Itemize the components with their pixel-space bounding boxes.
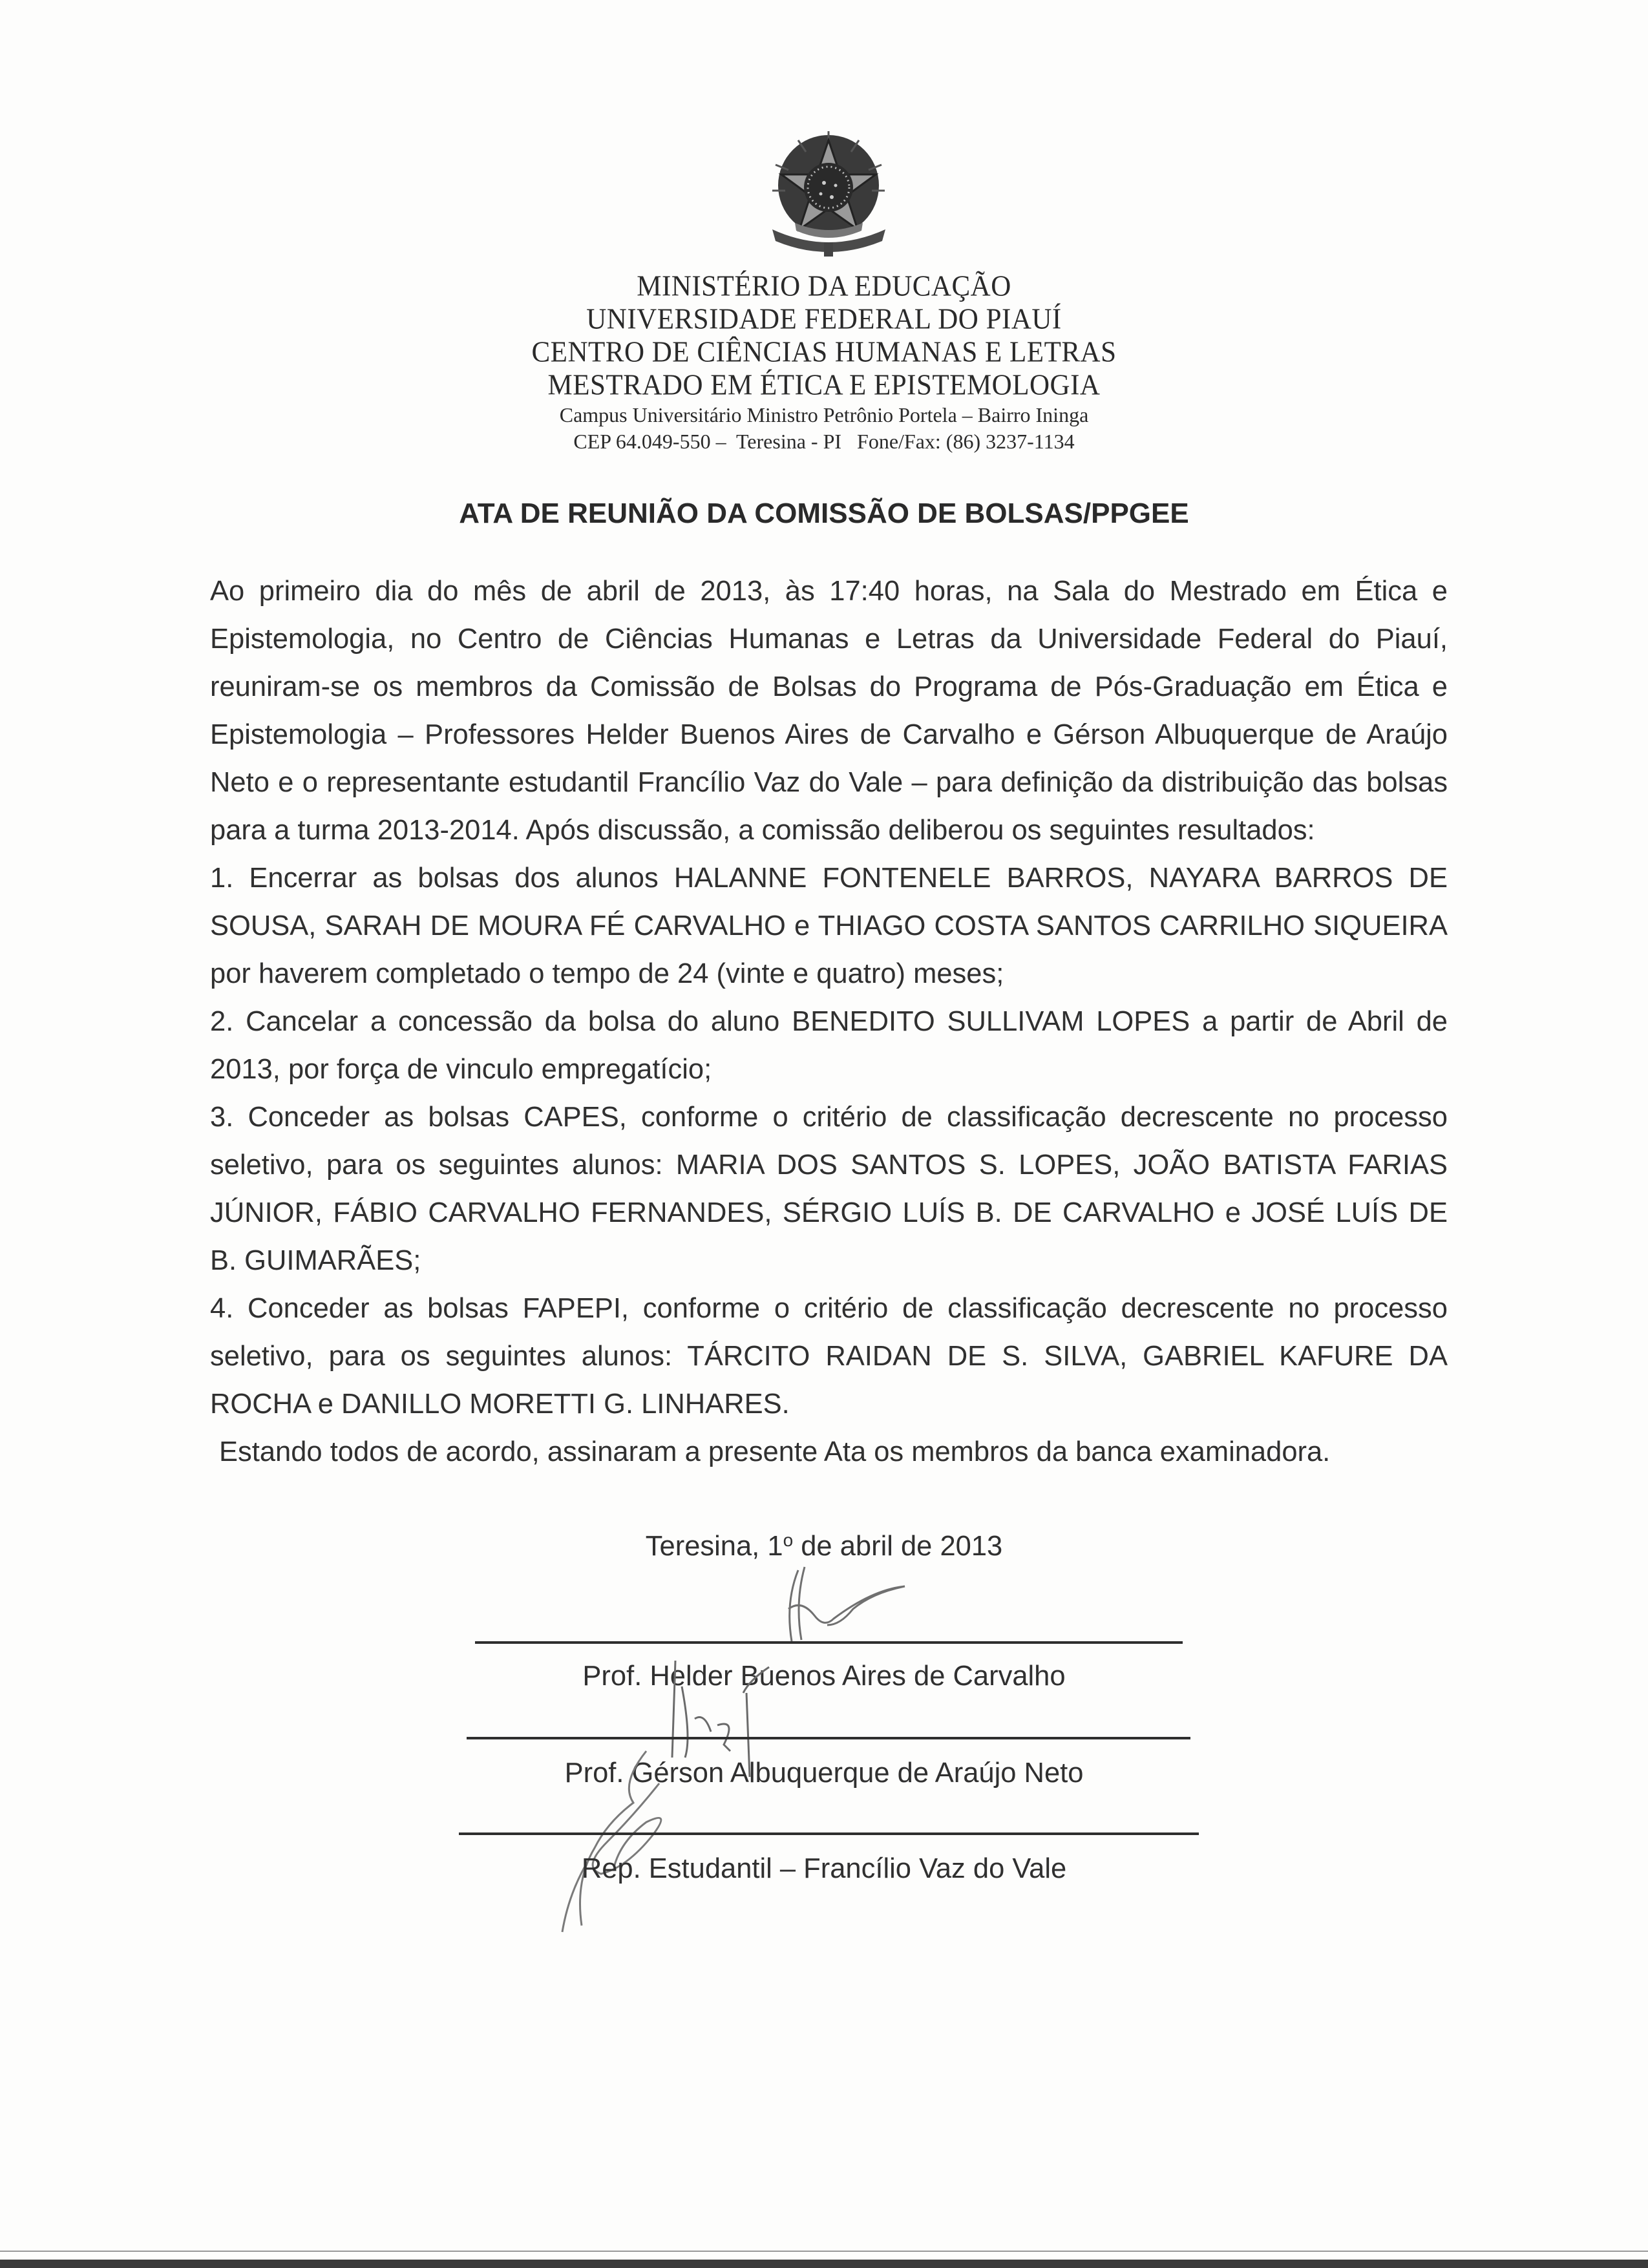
document-title: ATA DE REUNIÃO DA COMISSÃO DE BOLSAS/PPGEE — [459, 498, 1189, 529]
signature-helder — [776, 1564, 969, 1648]
scan-edge-line — [0, 2251, 1648, 2252]
letterhead-address: Campus Universitário Ministro Petrônio Portela – Bairro Ininga — [559, 403, 1089, 426]
place-date-suffix: de abril de 2013 — [793, 1531, 1003, 1562]
letterhead-ministry: MINISTÉRIO DA EDUCAÇÃO — [637, 270, 1011, 303]
signatory-name: Prof. Helder Buenos Aires de Carvalho — [582, 1661, 1066, 1692]
letterhead — [0, 270, 1648, 455]
place-date-ordinal: o — [783, 1530, 794, 1550]
signatory-name: Rep. Estudantil – Francílio Vaz do Vale — [581, 1853, 1067, 1884]
signature-line — [459, 1832, 1199, 1835]
brazil-coat-of-arms-icon — [759, 126, 898, 258]
scan-edge-band — [0, 2260, 1648, 2268]
place-date — [0, 1530, 1648, 1562]
resolution-item: 4. Conceder as bolsas FAPEPI, conforme o critério de classificação decrescente no processo seletivo, para os seguintes alunos: TÁRCITO RAIDAN DE S. SILVA, GABRIEL KAFURE DA ROCHA e DANILLO MORETTI G. LINHARES. — [210, 1293, 1448, 1420]
letterhead-university: UNIVERSIDADE FEDERAL DO PIAUÍ — [586, 303, 1062, 336]
resolution-item: 3. Conceder as bolsas CAPES, conforme o critério de classificação decrescente no processo seletivo, para os seguintes alunos: MARIA DOS SANTOS S. LOPES, JOÃO BATISTA FARIAS JÚNIOR, FÁBIO CARVALHO FERNANDES, SÉRGIO LUÍS B. DE CARVALHO e JOSÉ LUÍS DE B. GUIMARÃES; — [210, 1102, 1448, 1276]
signature-line — [467, 1737, 1190, 1739]
signatory-name: Prof. Gérson Albuquerque de Araújo Neto — [564, 1758, 1084, 1789]
resolution-item: 2. Cancelar a concessão da bolsa do aluno BENEDITO SULLIVAM LOPES a partir de Abril de 2013, por força de vinculo empregatício; — [210, 1006, 1448, 1085]
intro-paragraph: Ao primeiro dia do mês de abril de 2013, às 17:40 horas, na Sala do Mestrado em Ética e Epistemologia, no Centro de Ciências Humanas e Letras da Universidade Federal do Piauí, reuniram-se os membros da Comissão de Bolsas do Programa de Pós-Graduação em Ética e Epistemologia – Professores Helder Buenos Aires de Carvalho e Gérson Albuquerque de Araújo Neto e o representante estudantil Francílio Vaz do Vale – para definição da distribuição das bolsas para a turma 2013-2014. Após discussão, a comissão deliberou os seguintes resultados: — [210, 576, 1448, 846]
letterhead-program: MESTRADO EM ÉTICA E EPISTEMOLOGIA — [547, 369, 1101, 402]
letterhead-center: CENTRO DE CIÊNCIAS HUMANAS E LETRAS — [531, 336, 1117, 369]
document-body — [210, 567, 1448, 1476]
signature-line — [475, 1641, 1183, 1644]
closing-statement: Estando todos de acordo, assinaram a presente Ata os membros da banca examinadora. — [219, 1436, 1331, 1467]
place-date-prefix: Teresina, 1 — [645, 1531, 783, 1562]
resolution-item: 1. Encerrar as bolsas dos alunos HALANNE FONTENELE BARROS, NAYARA BARROS DE SOUSA, SARAH DE MOURA FÉ CARVALHO e THIAGO COSTA SANTOS CARRILHO SIQUEIRA por haverem completado o tempo de 24 (vinte e quatro) meses; — [210, 863, 1448, 989]
letterhead-contact: CEP 64.049-550 – Teresina - PI Fone/Fax: (86) 3237-1134 — [573, 430, 1075, 453]
